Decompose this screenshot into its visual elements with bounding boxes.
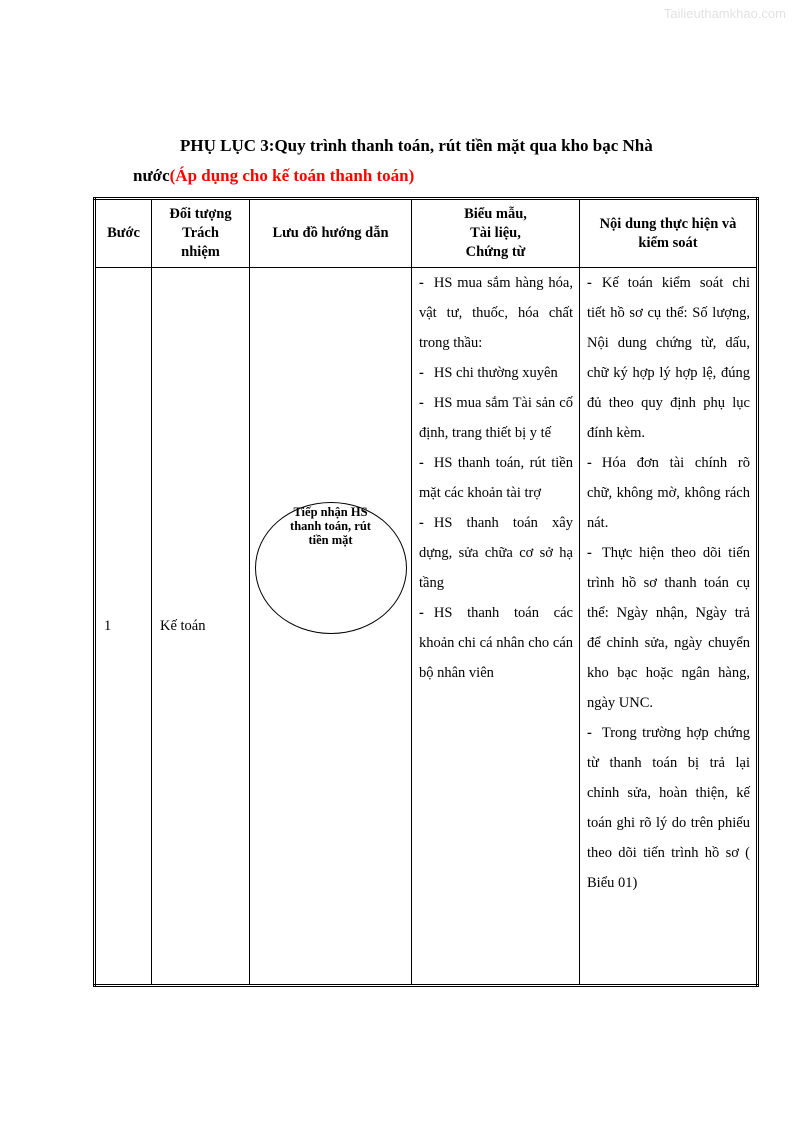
- watermark: Tailieuthamkhao.com: [663, 6, 786, 21]
- bullet-dash: -: [587, 455, 592, 471]
- bullet-dash: -: [419, 455, 424, 471]
- heading-line-2: [133, 166, 414, 185]
- header-content-line-2: kiểm soát: [638, 234, 698, 251]
- content-item-text: Hóa đơn tài chính rõ chữ, không mờ, không rách nát.: [587, 455, 750, 531]
- heading-line-1: PHỤ LỤC 3:Quy trình thanh toán, rút tiền mặt qua kho bạc Nhà: [180, 136, 653, 155]
- cell-responsible: Kế toán: [152, 268, 250, 986]
- bullet-dash: -: [587, 275, 592, 291]
- bullet-dash: -: [419, 605, 424, 621]
- doc-item: [419, 508, 573, 598]
- header-content: [580, 199, 758, 268]
- header-row: [95, 199, 758, 268]
- cell-flowchart: [250, 268, 412, 986]
- bullet-dash: -: [419, 365, 424, 381]
- header-docs-line-1: Biểu mẫu,: [464, 206, 527, 222]
- doc-item: [419, 448, 573, 508]
- header-docs-line-3: Chứng từ: [465, 244, 526, 260]
- flowchart-node-line-3: tiền mặt: [308, 533, 353, 547]
- doc-item: [419, 388, 573, 448]
- header-responsible: [152, 199, 250, 268]
- header-flow: Lưu đồ hướng dẫn: [250, 199, 412, 268]
- process-table: [93, 197, 759, 987]
- content-item: [587, 538, 750, 718]
- table-row: [95, 268, 758, 986]
- doc-item: [419, 358, 573, 388]
- header-step: Bước: [95, 199, 152, 268]
- content-item-text: Trong trường hợp chứng từ thanh toán bị trả lại chỉnh sửa, hoàn thiện, kế toán ghi rõ lý do trên phiếu theo dõi tiến trình hồ sơ ( Biểu 01): [587, 725, 750, 891]
- header-responsible-line-3: nhiệm: [181, 244, 220, 260]
- doc-item-text: HS mua sắm Tài sản cố định, trang thiết bị y tế: [419, 395, 573, 441]
- bullet-dash: -: [587, 725, 592, 741]
- header-docs: [412, 199, 580, 268]
- doc-item: [419, 598, 573, 688]
- bullet-dash: -: [419, 515, 424, 531]
- content-item: [587, 448, 750, 538]
- doc-item-text: HS thanh toán các khoản chi cá nhân cho cán bộ nhân viên: [419, 605, 573, 681]
- flowchart-node-label: [250, 505, 411, 547]
- content-item-text: Thực hiện theo dõi tiến trình hồ sơ thanh toán cụ thể: Ngày nhận, Ngày trả để chỉnh sửa, ngày chuyển kho bạc hoặc ngân hàng, ngày UNC.: [587, 545, 750, 711]
- header-docs-line-2: Tài liệu,: [470, 225, 521, 241]
- header-content-line-1: Nội dung thực hiện và: [599, 215, 737, 232]
- doc-item-text: HS mua sắm hàng hóa, vật tư, thuốc, hóa chất trong thầu:: [419, 275, 573, 351]
- cell-content: [580, 268, 758, 986]
- doc-item-text: HS thanh toán xây dựng, sửa chữa cơ sở hạ tầng: [419, 515, 573, 591]
- content-item: [587, 268, 750, 448]
- content-item: [587, 718, 750, 898]
- doc-item: [419, 268, 573, 358]
- header-responsible-line-1: Đối tượng: [169, 206, 232, 222]
- bullet-dash: -: [419, 395, 424, 411]
- flowchart-node-line-1: Tiếp nhận HS: [293, 505, 368, 519]
- cell-documents: [412, 268, 580, 986]
- bullet-dash: -: [587, 545, 592, 561]
- doc-item-text: HS chi thường xuyên: [433, 365, 558, 381]
- cell-step: 1: [95, 268, 152, 986]
- heading-line-2-black: nước: [133, 166, 170, 185]
- content-item-text: Kế toán kiểm soát chi tiết hồ sơ cụ thể: Số lượng, Nội dung chứng từ, dấu, chữ ký hợp lý hợp lệ, đúng đủ theo quy định phụ lục đính kèm.: [587, 275, 750, 441]
- page-heading: [133, 131, 733, 191]
- doc-item-text: HS thanh toán, rút tiền mặt các khoản tài trợ: [419, 455, 573, 501]
- heading-line-2-red: (Áp dụng cho kế toán thanh toán): [169, 166, 415, 185]
- header-responsible-line-2: Trách: [182, 225, 219, 241]
- flowchart-node-line-2: thanh toán, rút: [290, 519, 371, 533]
- bullet-dash: -: [419, 275, 424, 291]
